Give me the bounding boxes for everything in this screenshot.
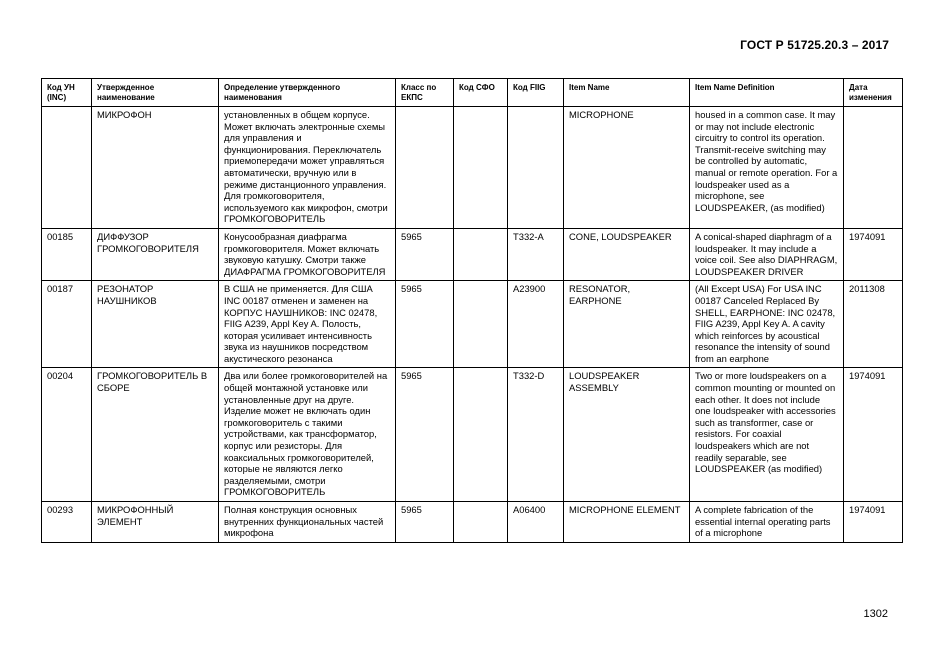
cell-definition: Полная конструкция основных внутренних функциональных частей микрофона <box>219 502 396 543</box>
cell-change-date: 1974091 <box>844 228 903 280</box>
cell-sfo-code <box>454 368 508 502</box>
document-header: ГОСТ Р 51725.20.3 – 2017 <box>740 38 889 52</box>
cell-item-name-definition: A conical-shaped diaphragm of a loudspeaker. It may include a voice coil. See also DIAPHRAGM, LOUDSPEAKER DRIVER <box>690 228 844 280</box>
cell-ekps-class: 5965 <box>396 228 454 280</box>
cell-approved-name: МИКРОФОН <box>92 107 219 229</box>
column-header-item-name-definition: Item Name Definition <box>690 79 844 107</box>
column-header-sfo-code: Код СФО <box>454 79 508 107</box>
table-row <box>42 281 903 368</box>
cell-approved-name: РЕЗОНАТОР НАУШНИКОВ <box>92 281 219 368</box>
cell-fiig-code <box>508 107 564 229</box>
cell-definition: В США не применяется. Для США INC 00187 отменен и заменен на КОРПУС НАУШНИКОВ: INC 02478, FIIG A239, Appl Key A. Полость, которая усиливает интенсивность звука из наушников посредством акустического резонанса <box>219 281 396 368</box>
cell-item-name-definition: housed in a common case. It may or may not include electronic circuitry to control its operation. Transmit-receive switching may be controlled by automatic, manual or remote operation. For a loudspeaker used as a microphone, see LOUDSPEAKER, (as modified) <box>690 107 844 229</box>
table-header-row <box>42 79 903 107</box>
column-header-fiig-code: Код FIIG <box>508 79 564 107</box>
cell-inc: 00293 <box>42 502 92 543</box>
cell-item-name-definition: Two or more loudspeakers on a common mounting or mounted on each other. It does not include one loudspeaker with accessories such as transformer, case or resistors. For coaxial loudspeakers which are not readily separable, see LOUDSPEAKER (as modified) <box>690 368 844 502</box>
cell-inc: 00185 <box>42 228 92 280</box>
cell-change-date <box>844 107 903 229</box>
table-row <box>42 502 903 543</box>
cell-sfo-code <box>454 502 508 543</box>
cell-fiig-code: A23900 <box>508 281 564 368</box>
cell-item-name: MICROPHONE ELEMENT <box>564 502 690 543</box>
cell-ekps-class: 5965 <box>396 281 454 368</box>
cell-approved-name: ДИФФУЗОР ГРОМКОГОВОРИТЕЛЯ <box>92 228 219 280</box>
cell-definition: Два или более громкоговорителей на общей монтажной установке или установленные друг на друге. Изделие может не включать один громкоговоритель с такими устройствами, как трансформатор, корпус или резисторы. Для коаксиальных громкоговорителей, которые не являются легко разделяемыми, смотри ГРОМКОГОВОРИТЕЛЬ <box>219 368 396 502</box>
cell-inc: 00204 <box>42 368 92 502</box>
cell-inc: 00187 <box>42 281 92 368</box>
cell-approved-name: МИКРОФОННЫЙ ЭЛЕМЕНТ <box>92 502 219 543</box>
cell-sfo-code <box>454 228 508 280</box>
cell-item-name: MICROPHONE <box>564 107 690 229</box>
column-header-approved-name: Утвержденное наименование <box>92 79 219 107</box>
cell-ekps-class: 5965 <box>396 502 454 543</box>
cell-definition: Конусообразная диафрагма громкоговорителя. Может включать звуковую катушку. Смотри также ДИАФРАГМА ГРОМКОГОВОРИТЕЛЯ <box>219 228 396 280</box>
cell-item-name: RESONATOR, EARPHONE <box>564 281 690 368</box>
cell-item-name-definition: (All Except USA) For USA INC 00187 Canceled Replaced By SHELL, EARPHONE: INC 02478, FIIG A239, Appl Key A. A cavity which reinforces by acoustical resonance the intensity of sound from an earphone <box>690 281 844 368</box>
table-row <box>42 107 903 229</box>
cell-inc <box>42 107 92 229</box>
cell-fiig-code: T332-D <box>508 368 564 502</box>
cell-change-date: 1974091 <box>844 502 903 543</box>
cell-fiig-code: A06400 <box>508 502 564 543</box>
cell-approved-name: ГРОМКОГОВОРИТЕЛЬ В СБОРЕ <box>92 368 219 502</box>
table-row <box>42 228 903 280</box>
column-header-change-date: Дата изменения <box>844 79 903 107</box>
codification-table-container <box>41 78 902 543</box>
cell-ekps-class: 5965 <box>396 368 454 502</box>
cell-sfo-code <box>454 107 508 229</box>
cell-change-date: 2011308 <box>844 281 903 368</box>
cell-definition: установленных в общем корпусе. Может включать электронные схемы для управления и функционирования. Переключатель приемопередачи может управляться автоматически, вручную или в режиме дистанционного управления. Для громкоговорителя, используемого как микрофон, смотри ГРОМКОГОВОРИТЕЛЬ <box>219 107 396 229</box>
column-header-definition: Определение утвержденного наименования <box>219 79 396 107</box>
column-header-ekps-class: Класс по ЕКПС <box>396 79 454 107</box>
cell-fiig-code: T332-A <box>508 228 564 280</box>
codification-table <box>41 78 903 543</box>
cell-change-date: 1974091 <box>844 368 903 502</box>
column-header-inc: Код УН (INC) <box>42 79 92 107</box>
cell-ekps-class <box>396 107 454 229</box>
column-header-item-name: Item Name <box>564 79 690 107</box>
cell-sfo-code <box>454 281 508 368</box>
cell-item-name: CONE, LOUDSPEAKER <box>564 228 690 280</box>
table-row <box>42 368 903 502</box>
page-number: 1302 <box>863 608 888 620</box>
cell-item-name: LOUDSPEAKER ASSEMBLY <box>564 368 690 502</box>
cell-item-name-definition: A complete fabrication of the essential internal operating parts of a microphone <box>690 502 844 543</box>
